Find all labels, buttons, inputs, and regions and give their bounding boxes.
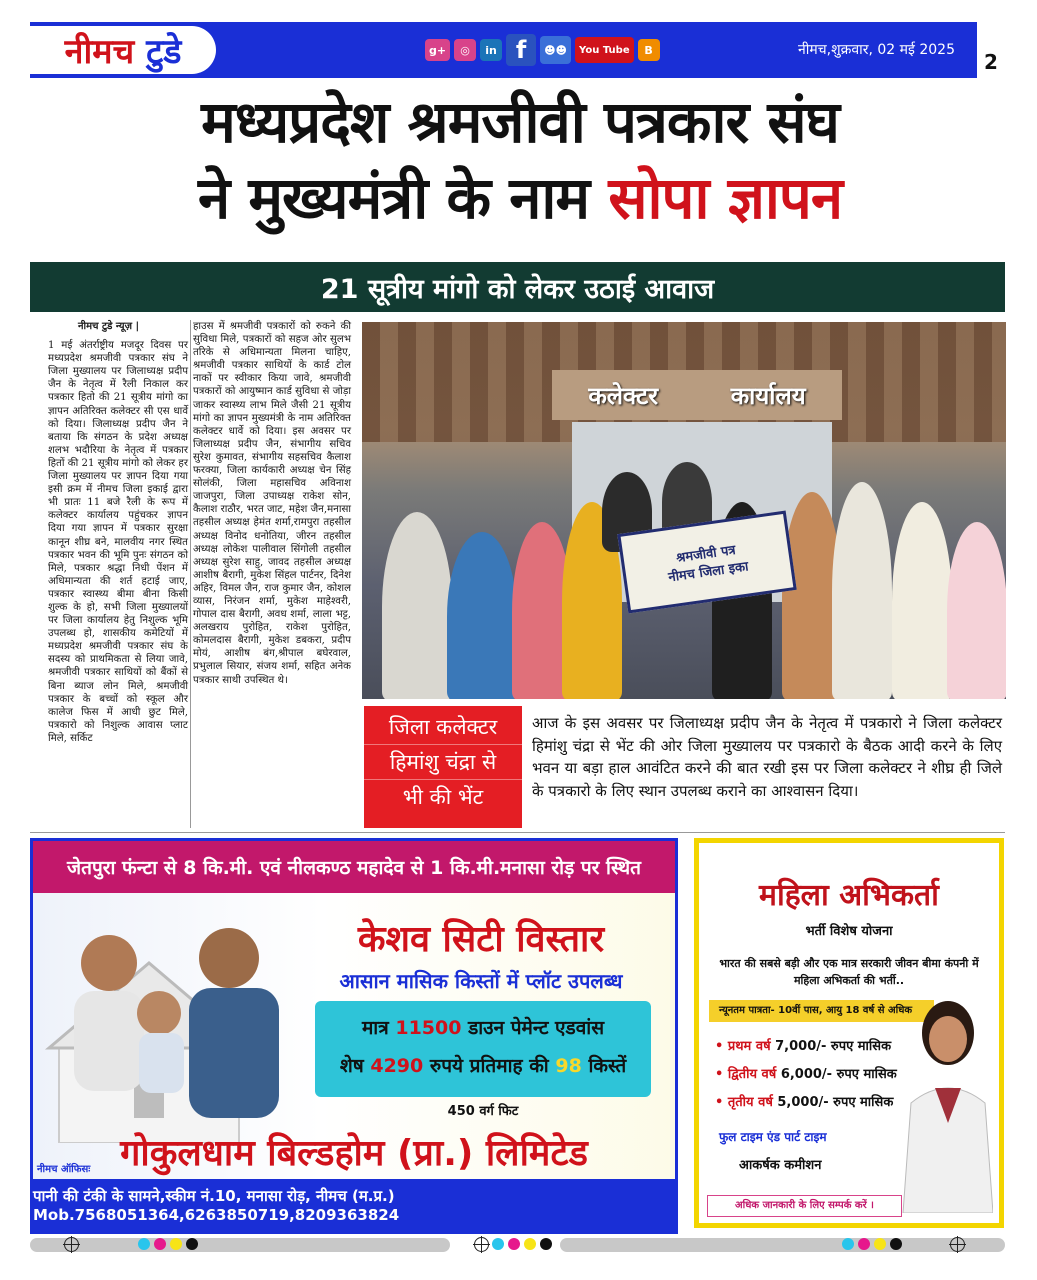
cyan-dot-icon (842, 1238, 854, 1250)
plot-area: 450 वर्ग फिट (447, 1104, 519, 1119)
headline (20, 84, 1020, 236)
facebook-icon: f (506, 34, 536, 66)
collector-note: आज के इस अवसर पर जिलाध्यक्ष प्रदीप जैन के नेतृत्व में पत्रकारो ने जिला कलेक्टर हिमांशु चंद्रा से भेंट की ओर जिला मुख्यालय पर पत्रकारो के बैठक आदी करने के लिए भवन या बड़ा हाल आवंटित करने की बात रखी इस पर जिला कलेक्टर ने शीघ्र ही जिले के पत्रकारो के लिए स्थान उपलब्ध कराने का आश्वासन दिया। (532, 714, 1002, 800)
banner-line1: श्रमजीवी पत्र (675, 542, 737, 567)
blogger-icon: B (638, 39, 660, 61)
price-amount: 11500 (395, 1017, 462, 1039)
collector-box (364, 706, 522, 828)
price-pre: मात्र (361, 1017, 389, 1039)
headline-line2-black: ने मुख्यमंत्री के नाम (197, 164, 590, 232)
banner-line2: नीमच जिला इका (667, 559, 750, 586)
linkedin-icon: in (480, 39, 502, 61)
yellow-dot-icon (170, 1238, 182, 1250)
google-plus-icon: g+ (425, 39, 450, 61)
ad-location: जेतपुरा फंन्टा से 8 कि.मी. एवं नीलकण्ठ महादेव से 1 कि.मी.मनासा रोड़ पर स्थित (33, 841, 675, 893)
social-icons (425, 34, 660, 66)
dateline: नीमच,शुक्रवार, 02 मई 2025 (797, 42, 955, 58)
ad2-description: भारत की सबसे बड़ी और एक मात्र सरकारी जीवन बीमा कंपनी में महिला अभिकर्ता की भर्ती.. (719, 957, 979, 987)
emi-line (315, 1047, 651, 1085)
registration-mark-icon (950, 1237, 965, 1252)
headline-line2-red: सोपा ज्ञापन (608, 164, 843, 232)
agent-woman-icon (893, 993, 993, 1213)
stipend-year: द्वितीय वर्ष (727, 1067, 777, 1082)
stipend-list (715, 1033, 897, 1117)
stipend-year: प्रथम वर्ष (727, 1039, 771, 1054)
ad-mahila-abhikarta (694, 838, 1004, 1228)
magenta-dot-icon (858, 1238, 870, 1250)
masthead (30, 22, 1005, 78)
person (832, 482, 892, 699)
ad-subtitle: आसान मासिक किस्तों में प्लॉट उपलब्ध (339, 969, 623, 993)
article-column-2 (193, 320, 351, 687)
people-icon: ☻☻ (540, 36, 571, 64)
emi-count: 98 (555, 1055, 582, 1077)
registration-mark-icon (64, 1237, 79, 1252)
ad2-commission: आकर्षक कमीशन (739, 1158, 822, 1173)
collector-line3: भी की भेंट (402, 785, 484, 809)
article-column-1 (48, 320, 188, 745)
ad2-contact: अधिक जानकारी के लिए सम्पर्क करें । (707, 1195, 902, 1217)
stipend-amount: 6,000/- रुपए मासिक (780, 1067, 897, 1082)
byline: नीमच टुडे न्यूज़ | (78, 321, 140, 332)
registration-mark-icon (474, 1237, 489, 1252)
section-divider (30, 832, 1005, 833)
yellow-dot-icon (524, 1238, 536, 1250)
print-strip-left (30, 1238, 450, 1252)
down-payment (315, 1009, 651, 1047)
list-item: • तृतीय वर्ष 5,000/- रुपए मासिक (715, 1095, 894, 1110)
office-label: नीमच ऑफिसः (37, 1164, 91, 1175)
stipend-year: तृतीय वर्ष (727, 1095, 773, 1110)
list-item: • द्वितीय वर्ष 6,000/- रुपए मासिक (715, 1067, 897, 1082)
price-post: डाउन पेमेन्ट एडवांस (468, 1017, 605, 1039)
person (947, 522, 1006, 699)
brand-name-part2: टुडे (146, 32, 182, 72)
ad2-fulltime: फुल टाइम एंड पार्ट टाइम (719, 1130, 827, 1144)
ad2-subtitle: भर्ती विशेष योजना (805, 924, 893, 939)
emi-pre: शेष (339, 1055, 364, 1077)
sign-word-office: कार्यालय (730, 381, 806, 410)
yellow-dot-icon (874, 1238, 886, 1250)
eligibility: न्यूनतम पात्रता- 10वीं पास, आयु 18 वर्ष से अधिक (709, 1000, 934, 1022)
print-strip-right (560, 1238, 1005, 1252)
ad-keshav-city (30, 838, 678, 1234)
black-dot-icon (186, 1238, 198, 1250)
black-dot-icon (540, 1238, 552, 1250)
brand-logo (30, 22, 220, 78)
youtube-icon: You Tube (575, 37, 634, 63)
news-photo (362, 322, 1006, 699)
stipend-amount: 7,000/- रुपए मासिक (775, 1039, 892, 1054)
subheadline: 21 सूत्रीय मांगो को लेकर उठाई आवाज (30, 262, 1005, 312)
emi-amount: 4290 (370, 1055, 424, 1077)
collector-line2: हिमांशु चंद्रा से (364, 745, 522, 780)
brand-name-part1: नीमच (64, 32, 135, 72)
ad-title: केशव सिटी विस्तार (357, 919, 605, 960)
ad2-title: महिला अभिकर्ता (759, 878, 939, 913)
magenta-dot-icon (154, 1238, 166, 1250)
person (447, 532, 517, 699)
headline-line2 (20, 160, 1020, 236)
emi-post: किस्तें (588, 1055, 627, 1077)
price-box (315, 1001, 651, 1097)
list-item: • प्रथम वर्ष 7,000/- रुपए मासिक (715, 1039, 892, 1054)
cyan-dot-icon (492, 1238, 504, 1250)
family-house-icon (39, 903, 299, 1143)
article-text-1: 1 मई अंतर्राष्ट्रीय मजदूर दिवस पर मध्यप्रदेश श्रमजीवी पत्रकार संघ ने जिला मुख्यालय पर जिलाध्यक्ष प्रदीप जैन के नेतृत्व में रैली निकाल कर पत्रकार हितो की 21 सूत्रीय मांगो का ज्ञापन अतिरिक्त कलेक्टर सी एस धार्वे को दिया। जिलाध्यक्ष प्रदीप जैन ने बताया कि संगठन के प्रदेश अध्यक्ष शलभ भदौरिया के नेतृत्व में पत्रकार हितों की 21 सूत्रीय मांगो को लेकर हर जिला मुख्यालय पर ज्ञापन दिया गया इसी क्रम में नीमच जिला इकाई द्वारा भी प्रातः 11 बजे रैली के रूप में कलेक्टर कार्यालय पहुंचकर ज्ञापन दिया गया ज्ञापन में पत्रकार सुरक्षा कानून शीघ्र बने, मालवीय नगर स्थित पत्रकार भवन की भूमि पुनः संगठन को मिले, पत्रकार श्रद्धा निधी पेंशन में अधिमान्यता की शर्त हटाई जाए, पत्रकार स्वास्थ्य बीमा बीना किसी शुल्क के हो, सभी जिला मुख्यालयों पर जिला कार्यालय हेतु निशुल्क भूमि उपलब्ध हो, शासकीय कमेटियों में मध्यप्रदेश श्रमजीवी पत्रकार संघ के सदस्य को प्राथमिकता से लिया जावे, श्रमजीवी पत्रकार साथियों को बैंकों से बिना ब्याज लोन मिले, श्रमजीवी पत्रकार के बच्चों को स्कूल और कालेज फिस में आधी छुट मिले, पत्रकारो को निशुल्क आवास प्लाट मिले, सर्किट (48, 340, 188, 744)
emi-mid: रुपये प्रतिमाह की (429, 1055, 549, 1077)
magenta-dot-icon (508, 1238, 520, 1250)
column-divider (190, 320, 191, 828)
cyan-dot-icon (138, 1238, 150, 1250)
page-number: 2 (977, 22, 1005, 78)
person (382, 512, 452, 699)
person (892, 502, 952, 699)
instagram-icon: ◎ (454, 39, 476, 61)
sign-word-collector: कलेक्टर (588, 381, 659, 410)
headline-line1: मध्यप्रदेश श्रमजीवी पत्रकार संघ (201, 88, 839, 156)
collector-line1: जिला कलेक्टर (364, 710, 522, 745)
stipend-amount: 5,000/- रुपए मासिक (777, 1095, 894, 1110)
black-dot-icon (890, 1238, 902, 1250)
office-sign (552, 370, 842, 420)
ad-address: पानी की टंकी के सामने,स्कीम नं.10, मनासा रोड़, नीमच (म.प्र.) Mob.7568051364,6263850719,8209363824 (33, 1179, 675, 1231)
article-text-2: हाउस में श्रमजीवी पत्रकारों को रुकने की सुविधा मिले, पत्रकारों को सहज ओर सुलभ तरिके से अधिमान्यता मिलना चाहिए, श्रमजीवी पत्रकार साथियों के कार्ड टोल नाकों पर स्वीकार किया जावे, श्रमजीवी पत्रकारों को आयुष्मान कार्ड सुविधा से जोड़ा जाकर स्वास्थ्य लाभ मिले जैसी 21 सूत्रीय मांगो का ज्ञापन मुख्यमंत्री के नाम अतिरिक्त कलेक्टर धार्वे को दिया। इस अवसर पर जिलाध्यक्ष प्रदीप जैन, संभागीय सचिव सुरेश कुमावत, संभागीय सहसचिव कैलाश फरक्या, जिला कार्यकारी अध्यक्ष चेन सिंह सोलंकी, जिला महासचिव अविनाश जाजपुरा, जिला उपाध्यक्ष राकेश सोन, कैलाश राठौर, भरत जाट, महेश जैन,मनासा तहसील अध्यक्ष हेमंत शर्मा,रामपुरा तहसील अध्यक्ष विनोद धनोतिया, जीरन तहसील अध्यक्ष लोकेश पालीवाल सिंगोली तहसील अध्यक्ष सुरेश साहु, जावद तहसील अध्यक्ष आशीष बैरागी, मुकेश सिंहल पार्टनर, दिनेश अहिर, विमल जैन, राज कुमार जैन, कोशल व्यास, निरंजन शर्मा, मुकेश माहेश्वरी, गोपाल दास बैरागी, अवध शर्मा, लाला भट्ट, अलखराय पुरोहित, राकेश पुरोहित, कोमलदास बैरागी, मुकेश डबकरा, प्रदीप मोयं, आशीष बंग,श्रीपाल बघेरवाल, प्रभुलाल सियार, संजय शर्मा, सहित अनेक पत्रकार साथी उपस्थित थे। (193, 321, 351, 686)
company-name: गोकुलधाम बिल्डहोम (प्रा.) लिमिटेड (120, 1133, 588, 1174)
